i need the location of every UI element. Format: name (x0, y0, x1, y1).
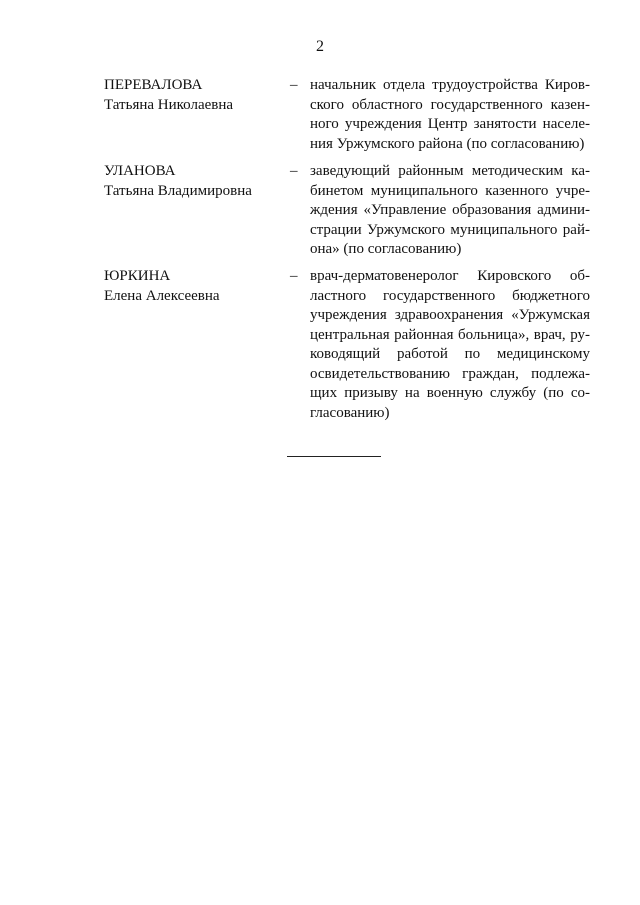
position-line: ждения «Управление образования админи- (310, 202, 590, 218)
position-line: учреждения здравоохранения «Уржумская (310, 307, 590, 323)
position-line: ластного государственного бюджетного (310, 287, 590, 304)
position-line: гласованию) (310, 404, 390, 421)
member-given-names: Татьяна Владимировна (104, 182, 252, 199)
member-surname: ПЕРЕВАЛОВА (104, 77, 203, 93)
position-line: заведующий районным методическим ка- (310, 163, 590, 179)
position-line: ного учреждения Центр занятости населе- (310, 116, 590, 132)
member-name (104, 267, 284, 306)
position-line: освидетельствованию граждан, подлежа- (310, 365, 590, 382)
position-line: врач-дерматовенеролог Кировского об- (310, 268, 590, 284)
dash-separator: – (290, 77, 298, 93)
member-position (310, 162, 590, 260)
position-line: ния Уржумского района (по согласованию) (310, 135, 585, 152)
position-line: бинетом муниципального казенного учре- (310, 182, 590, 199)
dash-separator: – (290, 163, 298, 179)
position-line: щих призыву на военную службу (по со- (310, 385, 590, 401)
position-line: страции Уржумского муниципального рай- (310, 221, 590, 238)
member-name (104, 76, 284, 115)
member-position (310, 76, 590, 154)
dash-separator: – (290, 268, 298, 284)
page-number: 2 (316, 38, 324, 55)
position-line: начальник отдела трудоустройства Киров- (310, 77, 590, 93)
member-given-names: Елена Алексеевна (104, 287, 220, 304)
member-surname: ЮРКИНА (104, 268, 171, 284)
position-line: ского областного государственного казен- (310, 96, 590, 113)
position-line: центральная районная больница», врач, ру- (310, 326, 590, 343)
position-line: ководящий работой по медицинскому (310, 346, 590, 362)
closing-rule (287, 456, 381, 457)
member-name (104, 162, 284, 201)
member-position (310, 267, 590, 423)
member-surname: УЛАНОВА (104, 163, 176, 179)
member-given-names: Татьяна Николаевна (104, 96, 234, 113)
position-line: она» (по согласованию) (310, 241, 462, 257)
